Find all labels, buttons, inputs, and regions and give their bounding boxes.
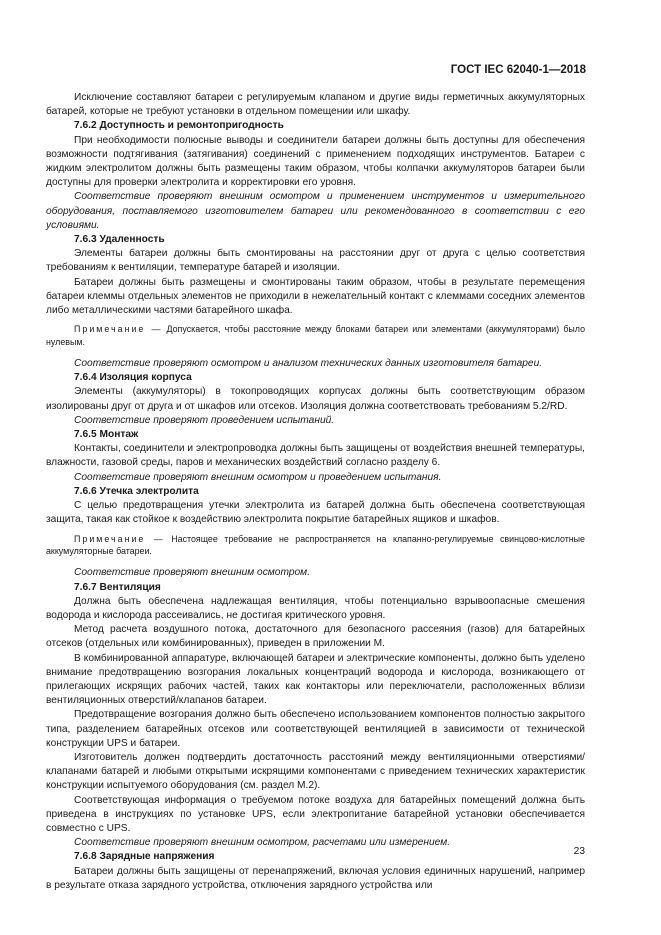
compliance-text: Соответствие проверяют внешним осмотром, расчетами или измерением. bbox=[74, 837, 451, 849]
page-content bbox=[46, 91, 585, 893]
body-paragraph: В комбинированной аппаратуре, включающей батареи и электрические компоненты, должно быть уделено внимание предотвращению возгорания локальных концентраций водорода и кислорода, возникающего от прилегающих искрящих рабочих частей, таких как контакторы или переключатели, расположенных вблизи вентиляционных отверстий/клапанов батареи. bbox=[46, 652, 585, 707]
body-paragraph: С целью предотвращения утечки электролита из батарей должна быть обеспечена соответствующая защита, такая как стойкое к воздействию электролита покрытие батарейных ящиков и шкафов. bbox=[46, 500, 585, 526]
document-header: ГОСТ IEC 62040-1—2018 bbox=[450, 64, 586, 76]
body-paragraph: Изготовитель должен подтвердить достаточность расстояний между вентиляционными отверстиями/клапанами батарей и любыми открытыми искрящими компонентами с приведением технических характеристик конструкции испытуемого оборудования (см. раздел М.2). bbox=[46, 751, 585, 792]
compliance-text: Соответствие проверяют внешним осмотром и применением инструментов и измерительного оборудования, поставляемого изготовителем батареи или рекомендованного в соответствии с его условиями. bbox=[46, 191, 585, 231]
body-paragraph: Батареи должны быть защищены от перенапряжений, включая условия единичных нарушений, например в результате отказа зарядного устройства, отключения зарядного устройства или bbox=[46, 865, 585, 891]
section-heading: 7.6.5 Монтаж bbox=[74, 429, 139, 441]
compliance-text: Соответствие проверяют проведением испытаний. bbox=[74, 414, 335, 426]
note-label: Примечание — bbox=[74, 324, 163, 335]
body-paragraph: Контакты, соединители и электропроводка должны быть защищены от воздействия внешней температуры, влажности, газовой среды, паров и механических воздействий согласно разделу 6. bbox=[46, 443, 585, 469]
section-heading: 7.6.6 Утечка электролита bbox=[74, 485, 199, 497]
compliance-text: Соответствие проверяют внешним осмотром и проведением испытания. bbox=[74, 471, 442, 483]
body-paragraph: Предотвращение возгорания должно быть обеспечено использованием компонентов полностью закрытого типа, разделением батарейных отсеков или соответствующей вентиляцией в зависимости от технической конструкции UPS и батареи. bbox=[46, 709, 585, 749]
body-paragraph: Должна быть обеспечена надлежащая вентиляция, чтобы потенциально взрывоопасные смешения водорода и кислорода рассеивались, не достигая критического уровня. bbox=[46, 595, 585, 621]
section-heading: 7.6.4 Изоляция корпуса bbox=[74, 372, 192, 384]
note-text: Допускается, чтобы расстояние между блоками батареи или элементами (аккумуляторами) было нулевым. bbox=[46, 324, 585, 347]
body-paragraph: Метод расчета воздушного потока, достаточного для безопасного рассеяния (газов) для батарейных отсеков (отдельных или комбинированных), приведен в приложении М. bbox=[46, 624, 585, 650]
section-heading: 7.6.7 Вентиляция bbox=[74, 581, 161, 593]
note-label: Примечание — bbox=[74, 533, 165, 544]
body-paragraph: Исключение составляют батареи с регулируемым клапаном и другие виды герметичных аккумуляторных батарей, которые не требуют установки в отдельном помещении или шкафу. bbox=[46, 92, 585, 118]
note-text: Настоящее требование не распространяется на клапанно-регулируемые свинцово-кислотные аккумуляторные батареи. bbox=[46, 533, 585, 556]
note-paragraph bbox=[46, 323, 585, 348]
body-paragraph: Элементы (аккумуляторы) в токопроводящих корпусах должны быть соответствующим образом изолированы друг от друга и от шкафов или отсеков. Изоляция должна соответствовать требованиям 5.2/RD. bbox=[46, 386, 585, 412]
section-heading: 7.6.3 Удаленность bbox=[74, 234, 165, 246]
section-heading: 7.6.8 Зарядные напряжения bbox=[74, 851, 215, 863]
body-paragraph: При необходимости полюсные выводы и соединители батареи должны быть доступны для обеспечения возможности подтягивания (затягивания) соединений с применением подходящих инструментов. Батареи с жидким электролитом должны быть размещены таким образом, чтобы колпачки аккумуляторов батареи были доступны для проверки электролита и корректировки его уровня. bbox=[46, 134, 585, 189]
note-paragraph bbox=[46, 533, 585, 558]
section-heading: 7.6.2 Доступность и ремонтопригодность bbox=[74, 120, 284, 132]
body-paragraph: Батареи должны быть размещены и смонтированы таким образом, чтобы в результате перемещения батареи клеммы отдельных элементов не приходили в нежелательный контакт с клеммами соседних элементов либо металлическими частями батарейного шкафа. bbox=[46, 276, 585, 317]
page-number: 23 bbox=[573, 846, 585, 857]
body-paragraph: Соответствующая информация о требуемом потоке воздуха для батарейных помещений должна быть приведена в инструкциях по установке UPS, если электропитание батарейной установки обеспечивается совместно с UPS. bbox=[46, 794, 585, 834]
compliance-text: Соответствие проверяют осмотром и анализом технических данных изготовителя батареи. bbox=[74, 358, 543, 370]
compliance-text: Соответствие проверяют внешним осмотром. bbox=[74, 567, 310, 579]
body-paragraph: Элементы батареи должны быть смонтированы на расстоянии друг от друга с целью соответствия требованиям к вентиляции, температуре батарей и изоляции. bbox=[46, 248, 585, 274]
